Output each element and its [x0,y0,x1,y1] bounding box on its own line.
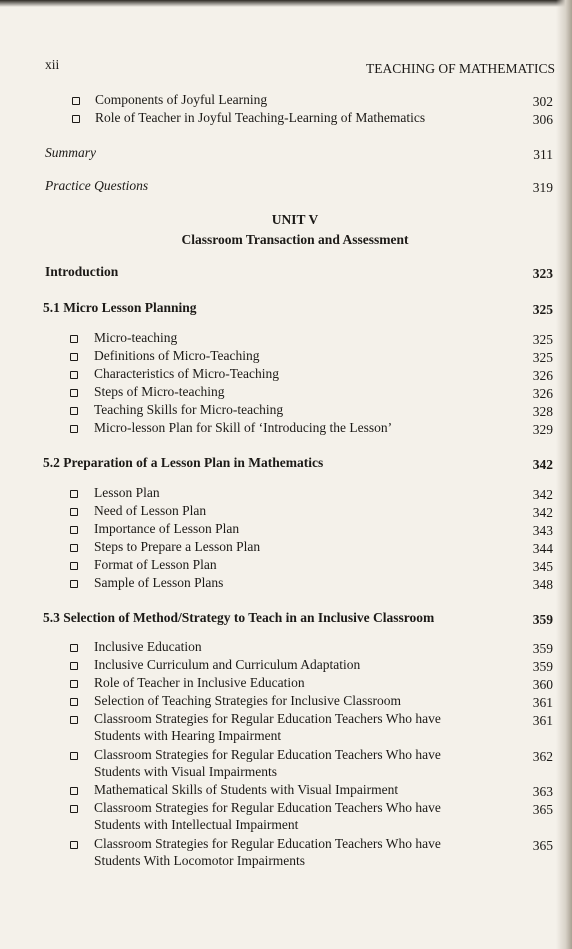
toc-entry-label-continued: Students with Visual Impairments [94,764,278,779]
toc-entry-page: 326 [532,386,553,401]
checkbox-bullet-icon [70,562,78,570]
toc-entry-label: Steps of Micro-teaching [94,384,225,399]
toc-entry-label: Steps to Prepare a Lesson Plan [94,539,261,554]
toc-entry-page: 359 [532,641,553,656]
toc-entry-label: Selection of Teaching Strategies for Inclusive Classroom [94,693,401,708]
checkbox-bullet-icon [70,526,78,534]
toc-entry-label: Sample of Lesson Plans [94,575,224,590]
checkbox-bullet-icon [70,389,78,397]
toc-entry-page: 345 [532,559,553,574]
page-top-shadow [0,0,572,7]
summary-label: Summary [45,145,96,160]
checkbox-bullet-icon [70,644,78,652]
checkbox-bullet-icon [70,508,78,516]
toc-entry-label: Importance of Lesson Plan [94,521,240,536]
toc-entry-page: 359 [532,659,553,674]
toc-entry-label: Characteristics of Micro-Teaching [94,366,279,381]
checkbox-bullet-icon [70,716,78,724]
running-title: TEACHING OF MATHEMATICS [365,61,555,76]
toc-entry-label: Format of Lesson Plan [94,557,217,572]
toc-entry-label: Micro-teaching [94,330,178,345]
checkbox-bullet-icon [70,335,78,343]
checkbox-bullet-icon [70,544,78,552]
toc-entry-page: 343 [532,523,553,538]
toc-entry-page: 365 [532,802,553,817]
checkbox-bullet-icon [72,115,80,123]
checkbox-bullet-icon [70,371,78,379]
checkbox-bullet-icon [70,680,78,688]
toc-entry-label: Teaching Skills for Micro-teaching [94,402,284,417]
toc-entry-label: Definitions of Micro-Teaching [94,348,260,363]
toc-entry-page: 361 [532,695,553,710]
toc-entry-label: Inclusive Education [94,639,202,654]
checkbox-bullet-icon [70,805,78,813]
checkbox-bullet-icon [70,752,78,760]
section-page: 359 [532,612,553,627]
practice-questions-label: Practice Questions [45,178,149,193]
section-heading: 5.3 Selection of Method/Strategy to Teach in an Inclusive Classroom [43,610,435,625]
checkbox-bullet-icon [70,353,78,361]
section-page: 325 [532,302,553,317]
checkbox-bullet-icon [70,787,78,795]
toc-entry-label-continued: Students With Locomotor Impairments [94,853,306,868]
toc-entry-page: 342 [532,487,553,502]
toc-entry-page: 361 [532,713,553,728]
page-edge-shadow [556,0,572,949]
header-page-number: xii [45,57,60,72]
checkbox-bullet-icon [70,425,78,433]
toc-entry-label: Micro-lesson Plan for Skill of ‘Introducing the Lesson’ [94,420,393,435]
toc-entry-label: Classroom Strategies for Regular Education Teachers Who have [94,836,441,851]
toc-entry-page: 329 [532,422,553,437]
toc-entry-page: 365 [532,838,553,853]
toc-entry-page: 302 [532,94,553,109]
toc-entry-label: Classroom Strategies for Regular Education Teachers Who have [94,747,441,762]
toc-entry-label: Inclusive Curriculum and Curriculum Adaptation [94,657,361,672]
toc-entry-label: Components of Joyful Learning [95,92,268,107]
introduction-page: 323 [532,266,553,281]
checkbox-bullet-icon [70,698,78,706]
toc-entry-label: Need of Lesson Plan [94,503,207,518]
toc-entry-label: Classroom Strategies for Regular Education Teachers Who have [94,711,441,726]
toc-entry-label: Role of Teacher in Inclusive Education [94,675,305,690]
unit-title: UNIT V [271,212,319,227]
checkbox-bullet-icon [70,580,78,588]
checkbox-bullet-icon [70,841,78,849]
section-heading: 5.1 Micro Lesson Planning [43,300,197,315]
toc-entry-label-continued: Students with Intellectual Impairment [94,817,299,832]
toc-entry-label: Mathematical Skills of Students with Visual Impairment [94,782,399,797]
checkbox-bullet-icon [70,490,78,498]
checkbox-bullet-icon [70,662,78,670]
toc-entry-page: 328 [532,404,553,419]
toc-entry-label: Lesson Plan [94,485,160,500]
section-page: 342 [532,457,553,472]
toc-entry-label: Classroom Strategies for Regular Education Teachers Who have [94,800,441,815]
checkbox-bullet-icon [70,407,78,415]
toc-entry-label-continued: Students with Hearing Impairment [94,728,282,743]
toc-entry-page: 363 [532,784,553,799]
checkbox-bullet-icon [72,97,80,105]
toc-entry-page: 362 [532,749,553,764]
toc-entry-page: 348 [532,577,553,592]
toc-entry-page: 306 [532,112,553,127]
unit-subtitle: Classroom Transaction and Assessment [181,232,409,247]
section-heading: 5.2 Preparation of a Lesson Plan in Mathematics [43,455,324,470]
toc-entry-page: 325 [532,350,553,365]
introduction-label: Introduction [45,264,119,279]
toc-entry-page: 344 [532,541,553,556]
toc-entry-page: 326 [532,368,553,383]
practice-questions-page: 319 [532,180,553,195]
summary-page: 311 [533,147,553,162]
toc-entry-label: Role of Teacher in Joyful Teaching-Learning of Mathematics [95,110,426,125]
toc-entry-page: 342 [532,505,553,520]
toc-entry-page: 360 [532,677,553,692]
toc-entry-page: 325 [532,332,553,347]
